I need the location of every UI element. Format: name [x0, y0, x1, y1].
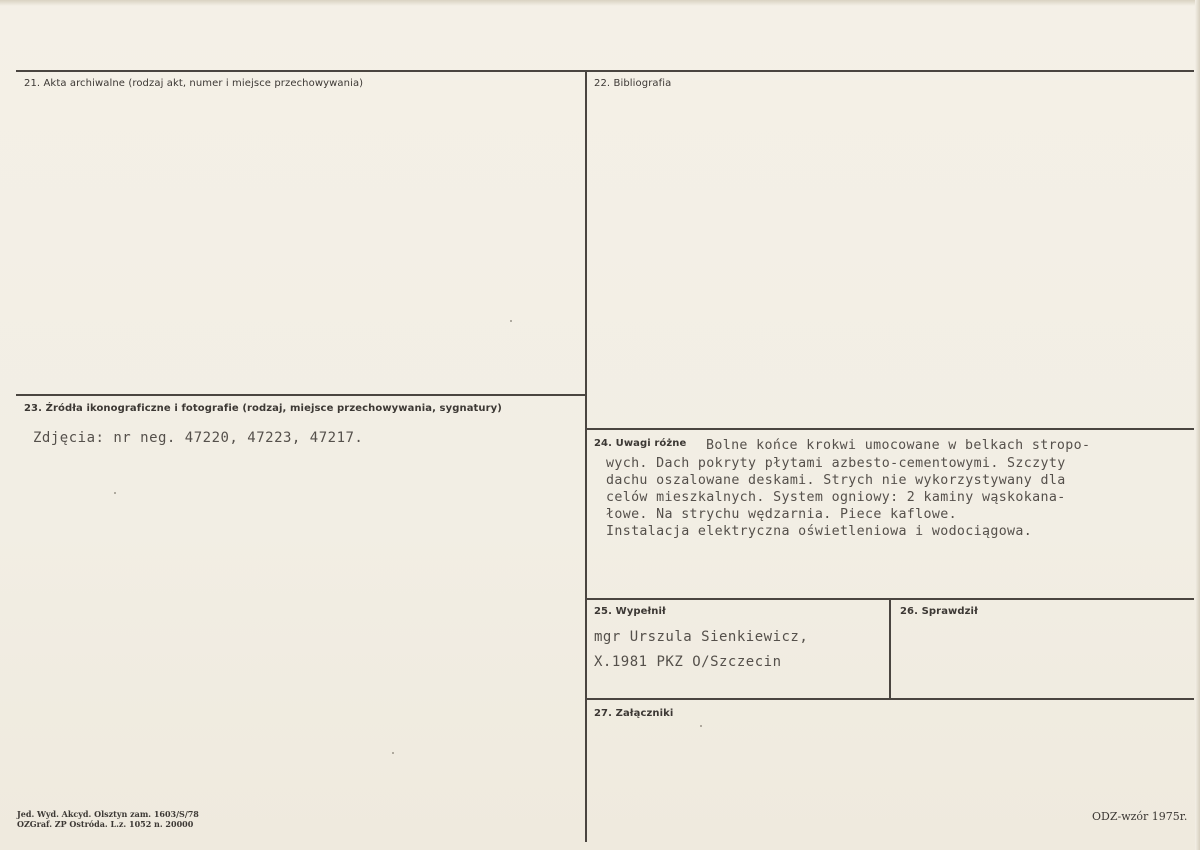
section-22-label: 22. Bibliografia — [594, 78, 672, 89]
section-24-line-2: wych. Dach pokryty płytami azbesto-cementowymi. Szczyty — [606, 456, 1066, 471]
rule-22-24 — [586, 428, 1194, 430]
section-24-line-5: łowe. Na strychu wędzarnia. Piece kaflowe. — [606, 507, 957, 522]
printer-imprint-line-1: Jed. Wyd. Akcyd. Olsztyn zam. 1603/S/78 — [17, 809, 199, 819]
card-top-edge — [0, 0, 1200, 6]
section-23-content: Zdjęcia: nr neg. 47220, 47223, 47217. — [33, 430, 364, 446]
paper-speck — [114, 492, 116, 494]
section-24-line-4: celów mieszkalnych. System ogniowy: 2 kaminy wąskokana- — [606, 490, 1066, 505]
paper-speck — [392, 752, 394, 754]
rule-25-27 — [586, 698, 1194, 700]
card-right-edge — [1195, 0, 1200, 850]
section-24-line-6: Instalacja elektryczna oświetleniowa i wodociągowa. — [606, 524, 1033, 539]
rule-25-26 — [889, 598, 891, 699]
section-24-label: 24. Uwagi różne — [594, 438, 687, 449]
paper-speck — [700, 725, 702, 727]
printer-imprint-line-2: OZGraf. ZP Ostróda. L.z. 1052 n. 20000 — [17, 819, 194, 829]
section-24-line-1: Bolne końce krokwi umocowane w belkach stropo- — [706, 438, 1091, 453]
rule-21-23 — [16, 394, 586, 396]
center-divider — [585, 70, 587, 842]
top-rule — [16, 70, 1194, 72]
section-25-line-2: X.1981 PKZ O/Szczecin — [594, 654, 782, 670]
section-25-line-1: mgr Urszula Sienkiewicz, — [594, 629, 809, 645]
section-24-line-3: dachu oszalowane deskami. Strych nie wykorzystywany dla — [606, 473, 1066, 488]
section-27-label: 27. Załączniki — [594, 708, 674, 719]
section-21-label: 21. Akta archiwalne (rodzaj akt, numer i miejsce przechowywania) — [24, 78, 364, 89]
section-25-label: 25. Wypełnił — [594, 606, 666, 617]
paper-speck — [510, 320, 512, 322]
section-26-label: 26. Sprawdził — [900, 606, 978, 617]
form-template-code: ODZ-wzór 1975r. — [1092, 810, 1188, 823]
section-23-label: 23. Źródła ikonograficzne i fotografie (rodzaj, miejsce przechowywania, sygnatury) — [24, 403, 502, 414]
